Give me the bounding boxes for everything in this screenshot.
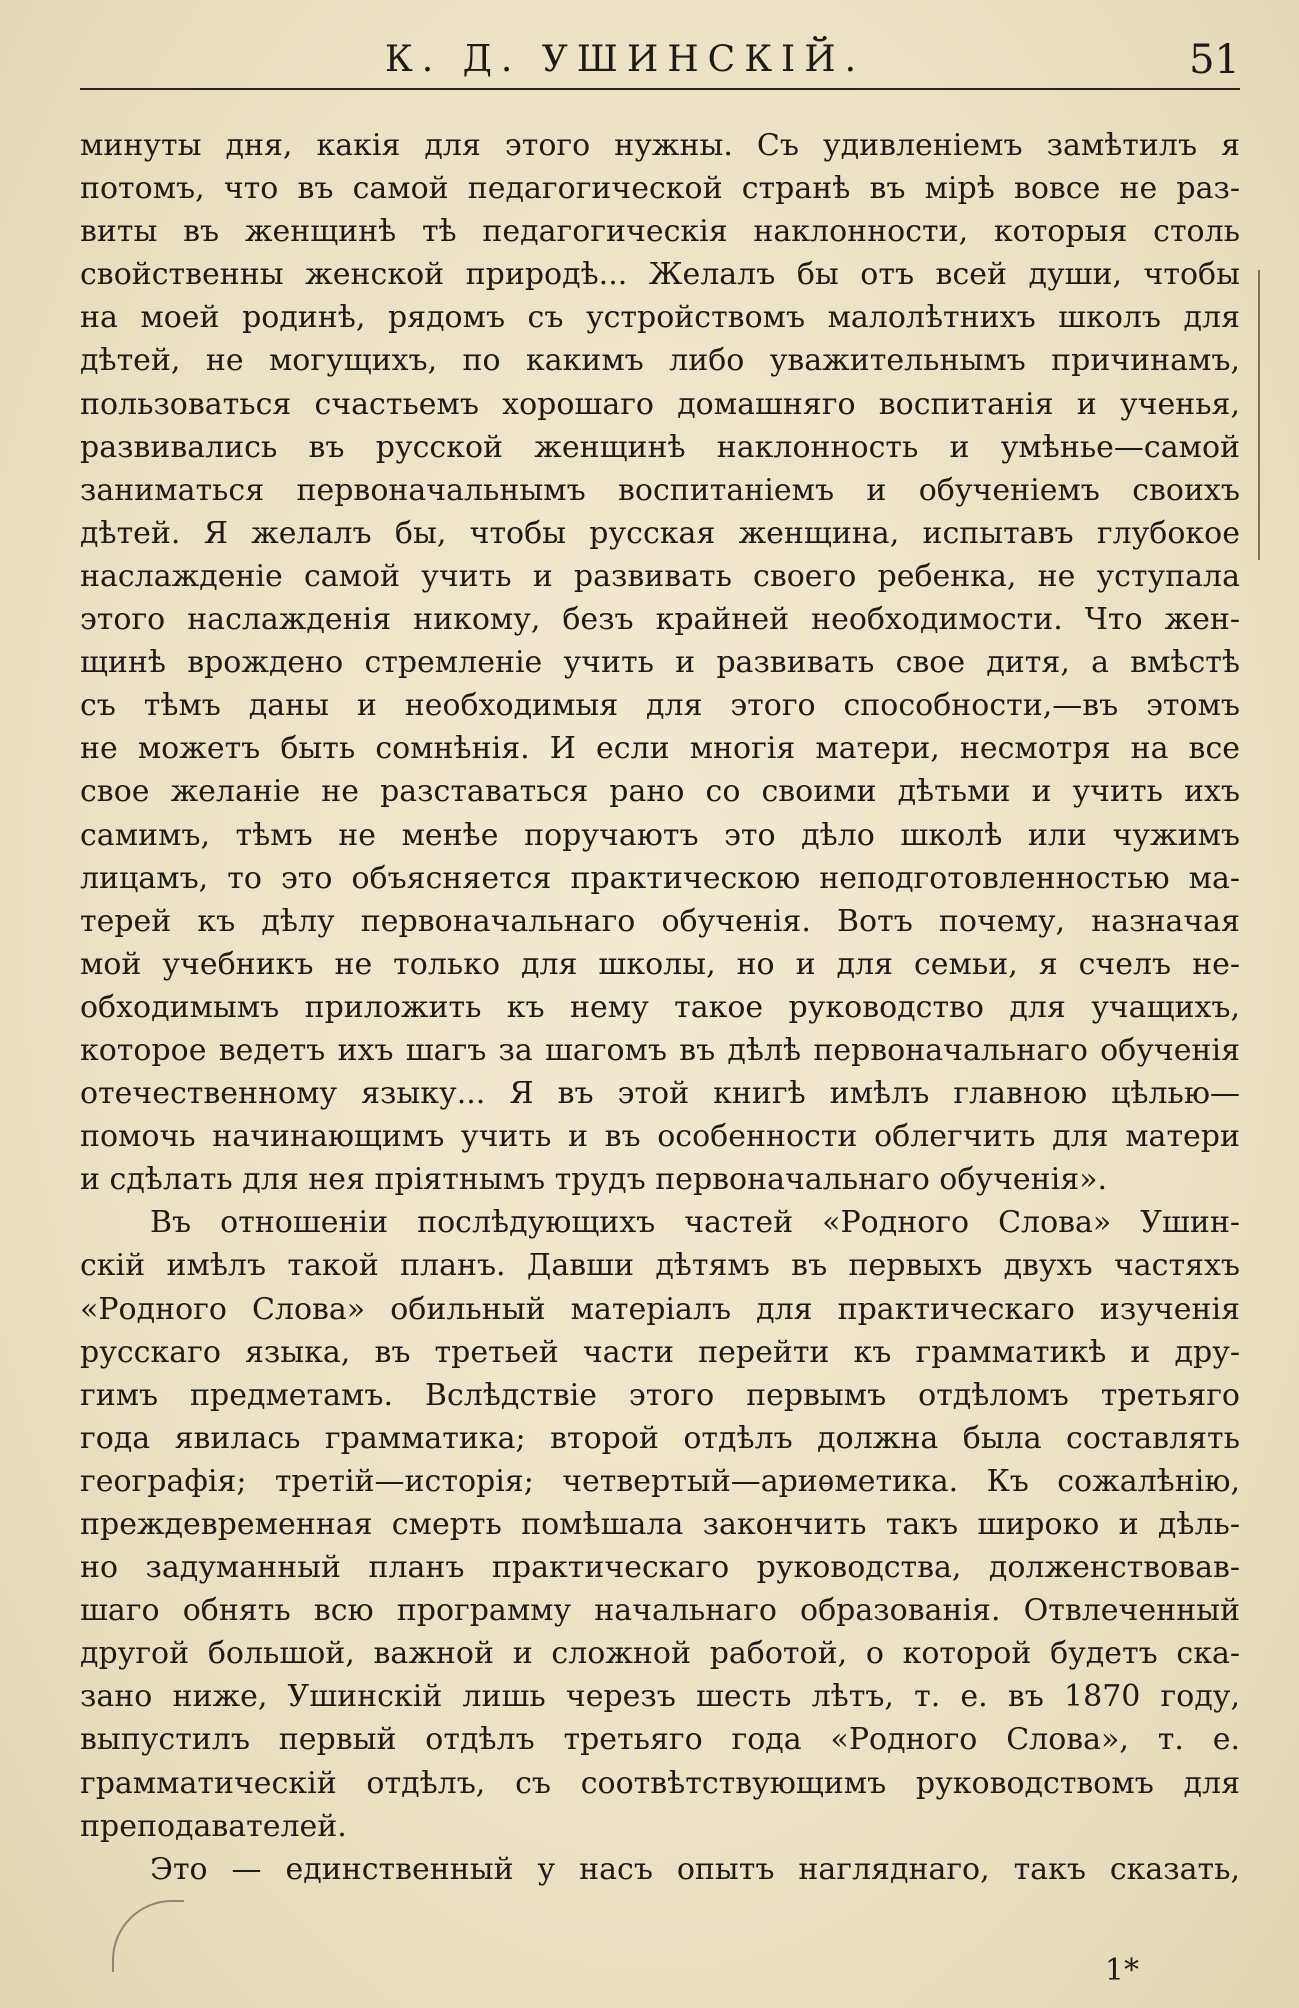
text-line: съ тѣмъ даны и необходимыя для этого способности,—въ этомъ (80, 688, 1240, 724)
text-line: лицамъ, то это объясняется практическою неподготовленностью ма- (80, 860, 1240, 896)
text-line: обходимымъ приложить къ нему такое руководство для учащихъ, (80, 989, 1240, 1025)
signature-mark: 1* (1104, 1953, 1139, 1988)
text-line: «Родного Слова» обильный матеріалъ для практическаго изученія (80, 1291, 1240, 1327)
text-line: Въ отношеніи послѣдующихъ частей «Родного Слова» Ушин- (150, 1205, 1240, 1241)
text-line: русскаго языка, въ третьей части перейти къ грамматикѣ и дру- (80, 1334, 1240, 1370)
page-number: 51 (1189, 37, 1240, 83)
text-line: минуты дня, какія для этого нужны. Съ удивленіемъ замѣтилъ я (80, 128, 1240, 163)
page-header (80, 36, 1240, 96)
text-line: и сдѣлать для нея пріятнымъ трудъ первоначальнаго обученія». (80, 1162, 1108, 1198)
text-line: мой учебникъ не только для школы, но и для семьи, я счелъ не- (80, 946, 1240, 982)
pencil-bracket-mark (112, 1900, 184, 1972)
text-line: свое желаніе не разставаться рано со своими дѣтьми и учить ихъ (80, 774, 1240, 810)
text-line: скій имѣлъ такой планъ. Давши дѣтямъ въ первыхъ двухъ частяхъ (80, 1248, 1240, 1284)
text-line: шаго обнять всю программу начальнаго образованія. Отвлеченный (80, 1593, 1240, 1629)
text-line: терей къ дѣлу первоначальнаго обученія. Вотъ почему, назначая (80, 903, 1240, 939)
text-line: заниматься первоначальнымъ воспитаніемъ и обученіемъ своихъ (80, 472, 1240, 508)
text-line: помочь начинающимъ учить и въ особенности облегчить для матери (80, 1119, 1240, 1155)
text-line: преподавателей. (80, 1808, 347, 1844)
text-line: на моей родинѣ, рядомъ съ устройствомъ малолѣтнихъ школъ для (80, 300, 1240, 336)
text-line: географія; третій—исторія; четвертый—ариѳметика. Къ сожалѣнію, (80, 1463, 1240, 1499)
text-line: самимъ, тѣмъ не менѣе поручаютъ это дѣло школѣ или чужимъ (80, 817, 1240, 853)
margin-pencil-mark (1258, 270, 1264, 560)
text-line: зано ниже, Ушинскій лишь черезъ шесть лѣтъ, т. е. въ 1870 году, (80, 1679, 1240, 1715)
text-line: года явилась грамматика; второй отдѣлъ должна была составлять (80, 1420, 1240, 1456)
text-line: пользоваться счастьемъ хорошаго домашняго воспитанія и ученья, (80, 386, 1240, 422)
text-line: гимъ предметамъ. Вслѣдствіе этого первымъ отдѣломъ третьяго (80, 1377, 1240, 1413)
text-line: дѣтей. Я желалъ бы, чтобы русская женщина, испытавъ глубокое (80, 515, 1240, 551)
text-line: но задуманный планъ практическаго руководства, долженствовав- (80, 1550, 1240, 1586)
text-line: Это — единственный у насъ опытъ нагляднаго, такъ сказать, (150, 1851, 1240, 1887)
text-line: наслажденіе самой учить и развивать своего ребенка, не уступала (80, 558, 1240, 594)
text-line: которое ведетъ ихъ шагъ за шагомъ въ дѣлѣ первоначальнаго обученія (80, 1032, 1240, 1068)
text-line: этого наслажденія никому, безъ крайней необходимости. Что жен- (80, 602, 1240, 638)
text-line: грамматическій отдѣлъ, съ соотвѣтствующимъ руководствомъ для (80, 1765, 1240, 1801)
text-line: виты въ женщинѣ тѣ педагогическія наклонности, которыя столь (80, 214, 1240, 250)
header-rule (80, 88, 1240, 90)
text-line: щинѣ врождено стремленіе учить и развивать свое дитя, а вмѣстѣ (80, 645, 1240, 681)
body-text (80, 124, 1240, 1891)
text-line: отечественному языку... Я въ этой книгѣ имѣлъ главною цѣлью— (80, 1076, 1240, 1112)
text-line: выпустилъ первый отдѣлъ третьяго года «Родного Слова», т. е. (80, 1722, 1240, 1758)
text-line: свойственны женской природѣ... Желалъ бы отъ всей души, чтобы (80, 257, 1240, 293)
text-line: не можетъ быть сомнѣнія. И если многія матери, несмотря на все (80, 731, 1240, 767)
text-line: дѣтей, не могущихъ, по какимъ либо уважительнымъ причинамъ, (80, 343, 1240, 379)
text-line: потомъ, что въ самой педагогической странѣ въ мірѣ вовсе не раз- (80, 171, 1240, 207)
text-line: преждевременная смерть помѣшала закончить такъ широко и дѣль- (80, 1507, 1240, 1542)
text-line: развивались въ русской женщинѣ наклонность и умѣнье—самой (80, 429, 1240, 465)
running-title: К. Д. УШИНСКІЙ. (384, 39, 866, 80)
text-line: другой большой, важной и сложной работой, о которой будетъ ска- (80, 1636, 1240, 1672)
